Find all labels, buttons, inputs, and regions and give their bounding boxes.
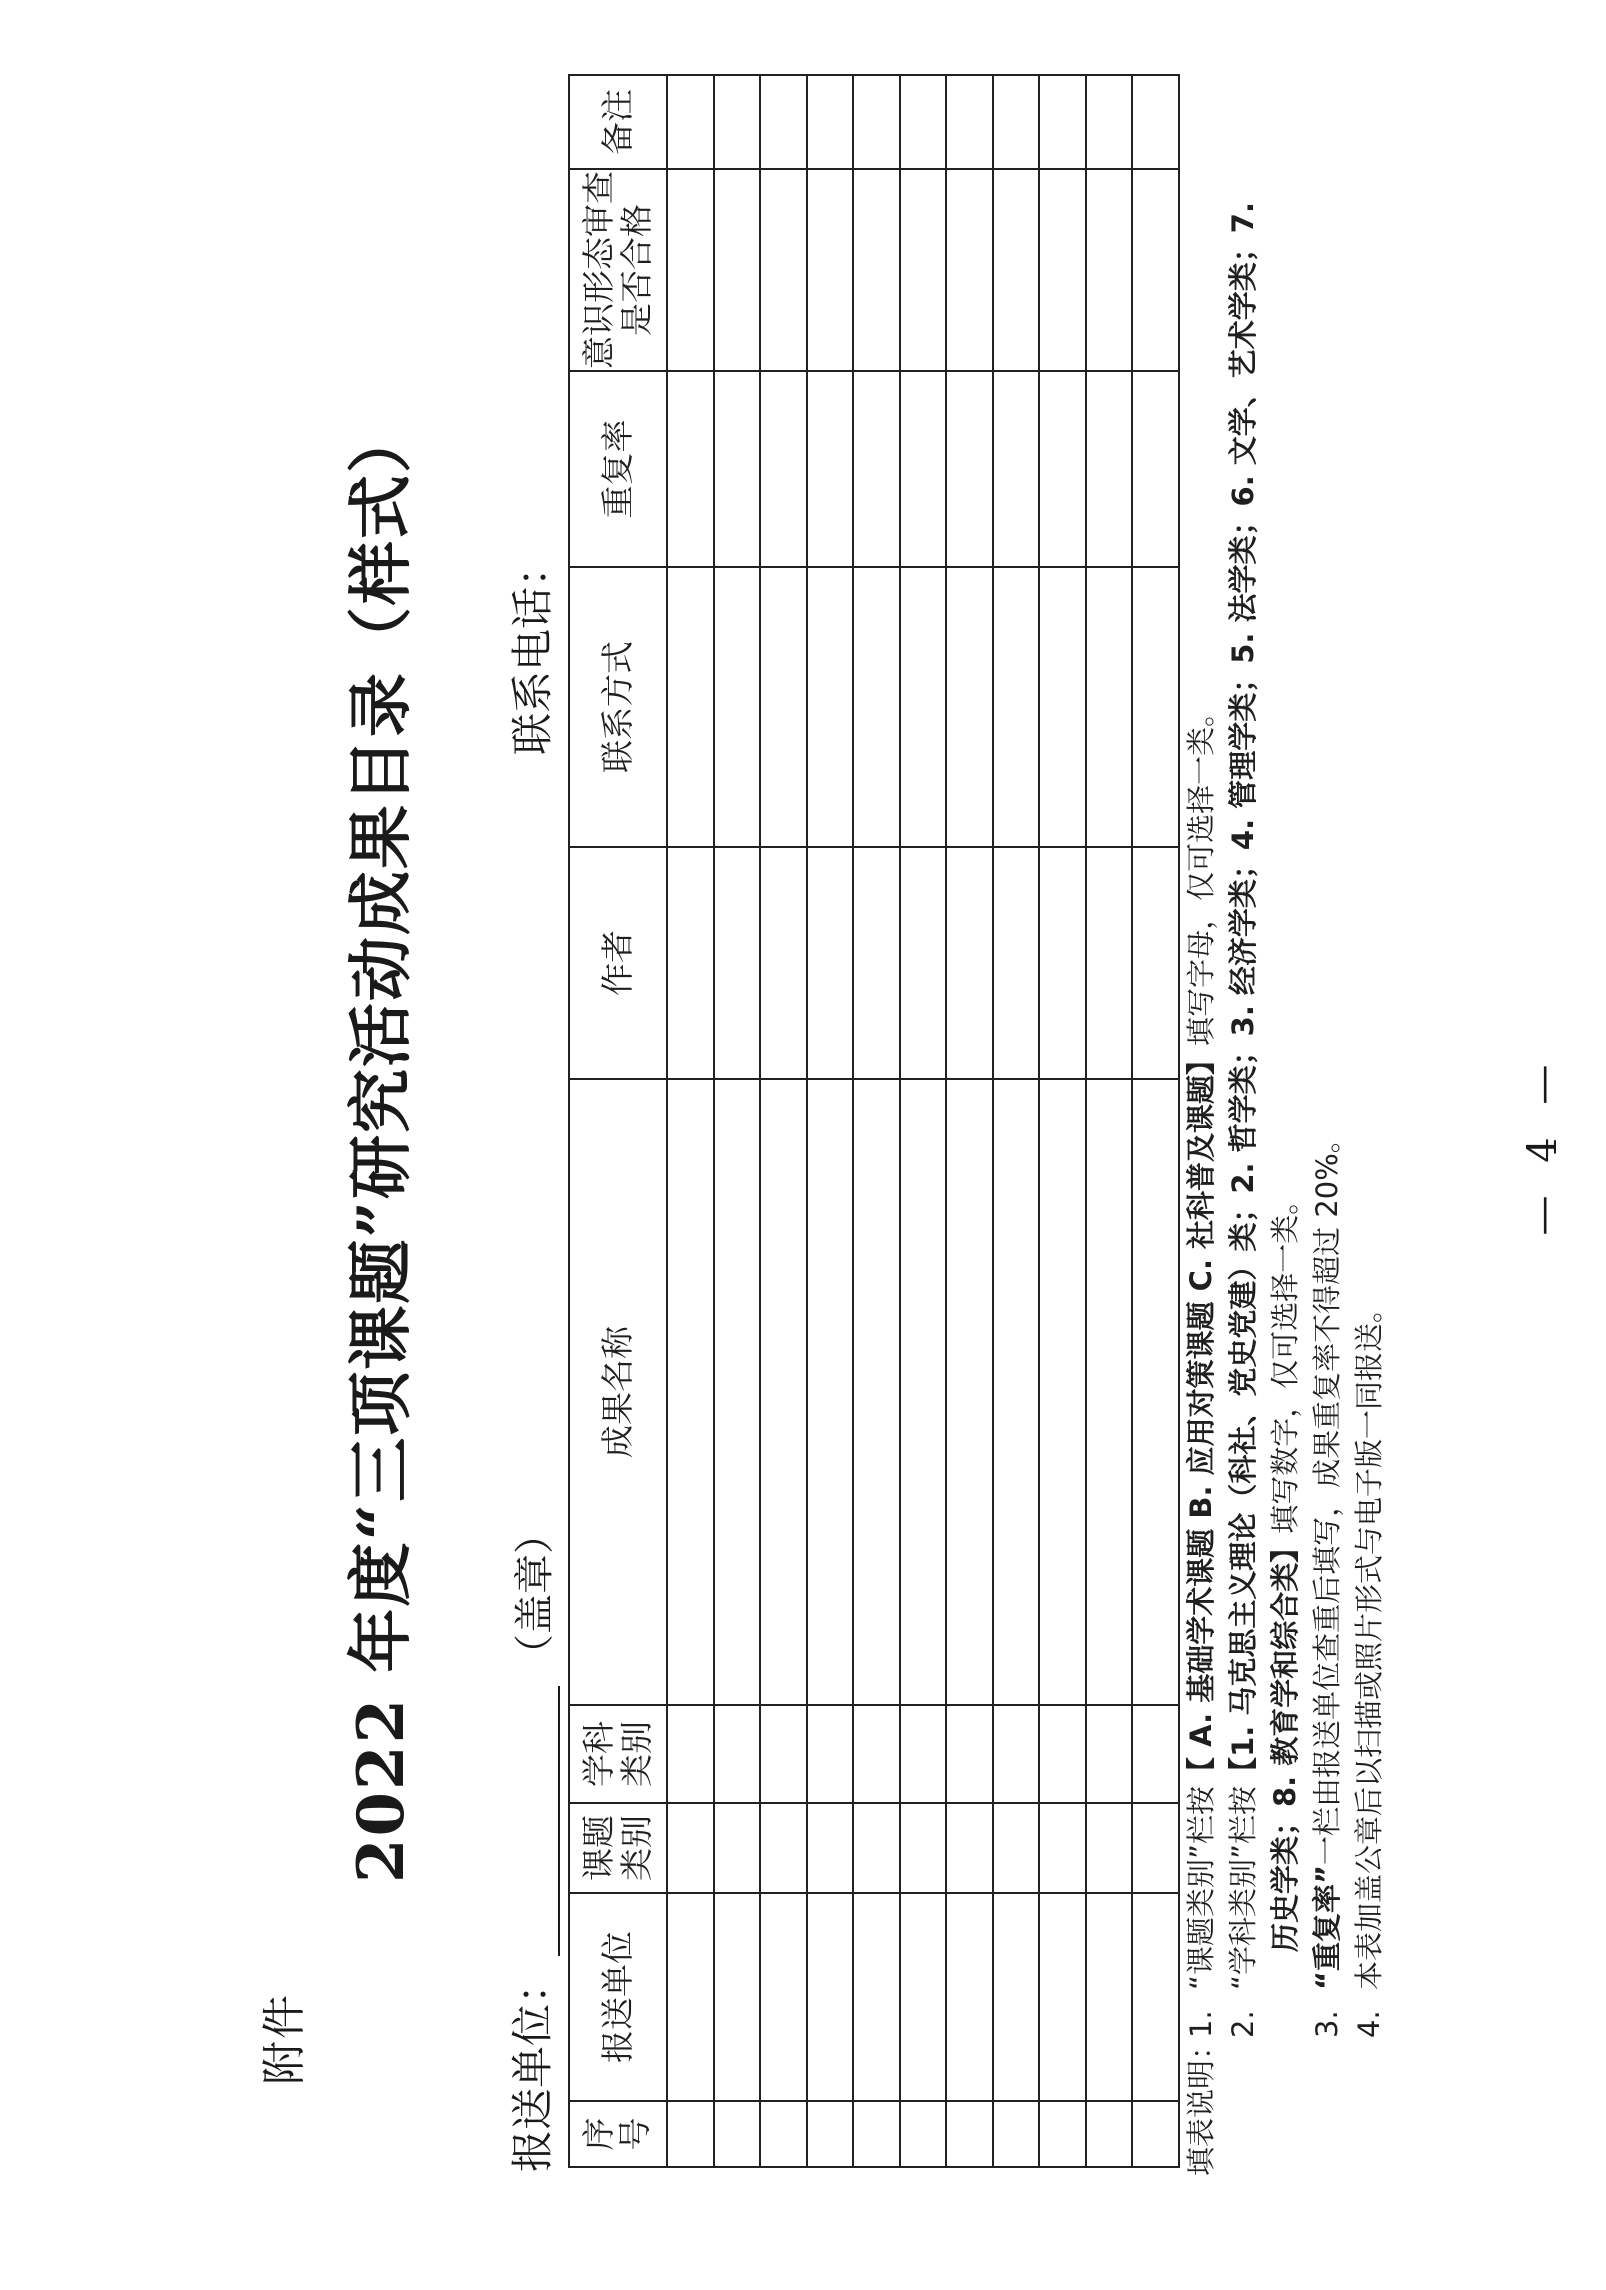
table-cell — [946, 1705, 993, 1803]
table-cell — [807, 567, 854, 847]
table-cell — [900, 1803, 947, 1893]
header-submitting-unit: 报送单位 — [569, 1893, 667, 2101]
header-ideology-review: 意识形态审查是否合格 — [569, 169, 667, 371]
table-row — [900, 75, 947, 2167]
table-cell — [714, 371, 761, 567]
table-cell — [993, 169, 1040, 371]
table-cell — [946, 567, 993, 847]
table-cell — [853, 567, 900, 847]
table-cell — [900, 371, 947, 567]
table-cell — [1132, 847, 1179, 1079]
table-cell — [853, 169, 900, 371]
results-table — [568, 74, 1180, 2168]
table-cell — [760, 567, 807, 847]
table-cell — [1086, 1893, 1133, 2101]
table-cell — [1039, 169, 1086, 371]
table-cell — [807, 847, 854, 1079]
table-cell — [853, 2101, 900, 2167]
table-row — [760, 75, 807, 2167]
filling-instructions — [1180, 202, 1390, 2176]
header-author: 作者 — [569, 847, 667, 1079]
unit-label: 报送单位： — [508, 1961, 557, 2172]
table-cell — [760, 169, 807, 371]
table-cell — [1132, 1893, 1179, 2101]
table-cell — [807, 75, 854, 169]
table-cell — [1086, 169, 1133, 371]
unit-fill-line — [516, 1686, 560, 1956]
table-row — [807, 75, 854, 2167]
table-cell — [1039, 75, 1086, 169]
table-row — [946, 75, 993, 2167]
table-cell — [807, 1079, 854, 1705]
seal-label: （盖章） — [512, 1513, 558, 1674]
page-number: — 4 — — [1520, 1054, 1566, 1236]
table-cell — [760, 2101, 807, 2167]
table-cell — [714, 169, 761, 371]
table-cell — [946, 2101, 993, 2167]
table-cell — [900, 169, 947, 371]
header-serial-number: 序号 — [569, 2101, 667, 2167]
table-cell — [760, 1079, 807, 1705]
table-row — [1132, 75, 1179, 2167]
phone-label: 联系电话： — [508, 544, 557, 755]
instruction-line-1: 填表说明： 1. “课题类别”栏按 【 A. 基础学术课题 B. 应用对策课题 C. 社科普及课题】 填写字母，仅可选择一类。 — [1180, 202, 1222, 2176]
table-cell — [946, 1803, 993, 1893]
table-cell — [946, 169, 993, 371]
table-cell — [993, 371, 1040, 567]
table-cell — [1039, 1893, 1086, 2101]
table-cell — [900, 1705, 947, 1803]
table-cell — [760, 1803, 807, 1893]
table-cell — [946, 1079, 993, 1705]
table-cell — [714, 567, 761, 847]
table-cell — [900, 847, 947, 1079]
table-cell — [946, 75, 993, 169]
table-cell — [714, 75, 761, 169]
page-title: 2022 年度“三项课题”研究活动成果目录（样式） — [344, 406, 419, 1884]
table-cell — [807, 1705, 854, 1803]
table-cell — [853, 75, 900, 169]
instructions-label: 填表说明： — [1184, 2030, 1218, 2176]
table-cell — [853, 371, 900, 567]
instruction-line-2-continued: 历史学类；8. 教育学和综合类】 填写数字，仅可选择一类。 — [1268, 1185, 1302, 1952]
table-cell — [1086, 1803, 1133, 1893]
table-cell — [1132, 75, 1179, 169]
header-contact: 联系方式 — [569, 567, 667, 847]
table-cell — [760, 1893, 807, 2101]
table-cell — [1039, 847, 1086, 1079]
table-cell — [900, 1893, 947, 2101]
table-row — [667, 75, 714, 2167]
table-cell — [714, 1705, 761, 1803]
table-cell — [760, 371, 807, 567]
table-cell — [1132, 2101, 1179, 2167]
table-cell — [1132, 1803, 1179, 1893]
table-cell — [667, 1803, 714, 1893]
table-cell — [667, 75, 714, 169]
header-duplication-rate: 重复率 — [569, 371, 667, 567]
table-cell — [993, 2101, 1040, 2167]
table-cell — [946, 1893, 993, 2101]
table-cell — [667, 1893, 714, 2101]
table-cell — [807, 2101, 854, 2167]
table-row — [1086, 75, 1133, 2167]
table-cell — [667, 1079, 714, 1705]
instruction-line-4: 4. 本表加盖公章后以扫描或照片形式与电子版一同报送。 — [1352, 1293, 1386, 2038]
table-cell — [900, 567, 947, 847]
table-cell — [667, 169, 714, 371]
table-cell — [853, 1079, 900, 1705]
table-cell — [807, 1803, 854, 1893]
table-cell — [900, 2101, 947, 2167]
table-cell — [1132, 567, 1179, 847]
table-cell — [1086, 847, 1133, 1079]
header-result-name: 成果名称 — [569, 1079, 667, 1705]
table-cell — [853, 1893, 900, 2101]
table-cell — [667, 567, 714, 847]
table-cell — [807, 371, 854, 567]
table-cell — [667, 847, 714, 1079]
table-cell — [993, 847, 1040, 1079]
table-cell — [1039, 1079, 1086, 1705]
table-cell — [900, 75, 947, 169]
table-cell — [993, 567, 1040, 847]
table-cell — [1039, 1705, 1086, 1803]
table-cell — [993, 1705, 1040, 1803]
header-topic-category: 课题类别 — [569, 1803, 667, 1893]
table-cell — [714, 1803, 761, 1893]
table-cell — [760, 75, 807, 169]
table-cell — [946, 371, 993, 567]
instruction-line-3: 3. “重复率” 一栏由报送单位查重后填写，成果重复率不得超过 20%。 — [1310, 1124, 1344, 2038]
table-cell — [714, 1893, 761, 2101]
table-cell — [1086, 1079, 1133, 1705]
submitting-unit-row — [500, 1514, 560, 2172]
table-cell — [946, 847, 993, 1079]
table-cell — [1039, 567, 1086, 847]
table-cell — [1086, 567, 1133, 847]
table-cell — [1086, 1705, 1133, 1803]
table-cell — [1132, 1705, 1179, 1803]
table-cell — [667, 2101, 714, 2167]
header-remarks: 备注 — [569, 75, 667, 169]
table-cell — [853, 1803, 900, 1893]
table-cell — [714, 1079, 761, 1705]
table-cell — [993, 1079, 1040, 1705]
header-subject-category: 学科类别 — [569, 1705, 667, 1803]
table-cell — [1039, 1803, 1086, 1893]
table-cell — [1039, 371, 1086, 567]
table-cell — [1086, 371, 1133, 567]
table-cell — [1132, 169, 1179, 371]
table-cell — [714, 847, 761, 1079]
table-cell — [760, 847, 807, 1079]
table-cell — [667, 1705, 714, 1803]
table-cell — [760, 1705, 807, 1803]
table-cell — [714, 2101, 761, 2167]
table-body — [667, 75, 1179, 2167]
table-row — [853, 75, 900, 2167]
table-row — [1039, 75, 1086, 2167]
table-row — [714, 75, 761, 2167]
attachment-label: 附件 — [259, 1993, 310, 2085]
table-cell — [807, 169, 854, 371]
table-cell — [993, 75, 1040, 169]
instruction-line-2: 2. “学科类别”栏按 【1. 马克思主义理论（科社、党史党建）类；2. 哲学类；3. 经济学类；4. 管理学类；5. 法学类；6. 文学、艺术学类；7. — [1226, 201, 1260, 2038]
table-cell — [1132, 371, 1179, 567]
table-cell — [1132, 1079, 1179, 1705]
table-cell — [807, 1893, 854, 2101]
table-cell — [667, 371, 714, 567]
table-cell — [1086, 2101, 1133, 2167]
table-cell — [853, 1705, 900, 1803]
table-cell — [900, 1079, 947, 1705]
table-cell — [993, 1893, 1040, 2101]
table-header-row — [569, 75, 667, 2167]
table-cell — [1086, 75, 1133, 169]
table-row — [993, 75, 1040, 2167]
table-cell — [853, 847, 900, 1079]
table-cell — [993, 1803, 1040, 1893]
table-cell — [1039, 2101, 1086, 2167]
